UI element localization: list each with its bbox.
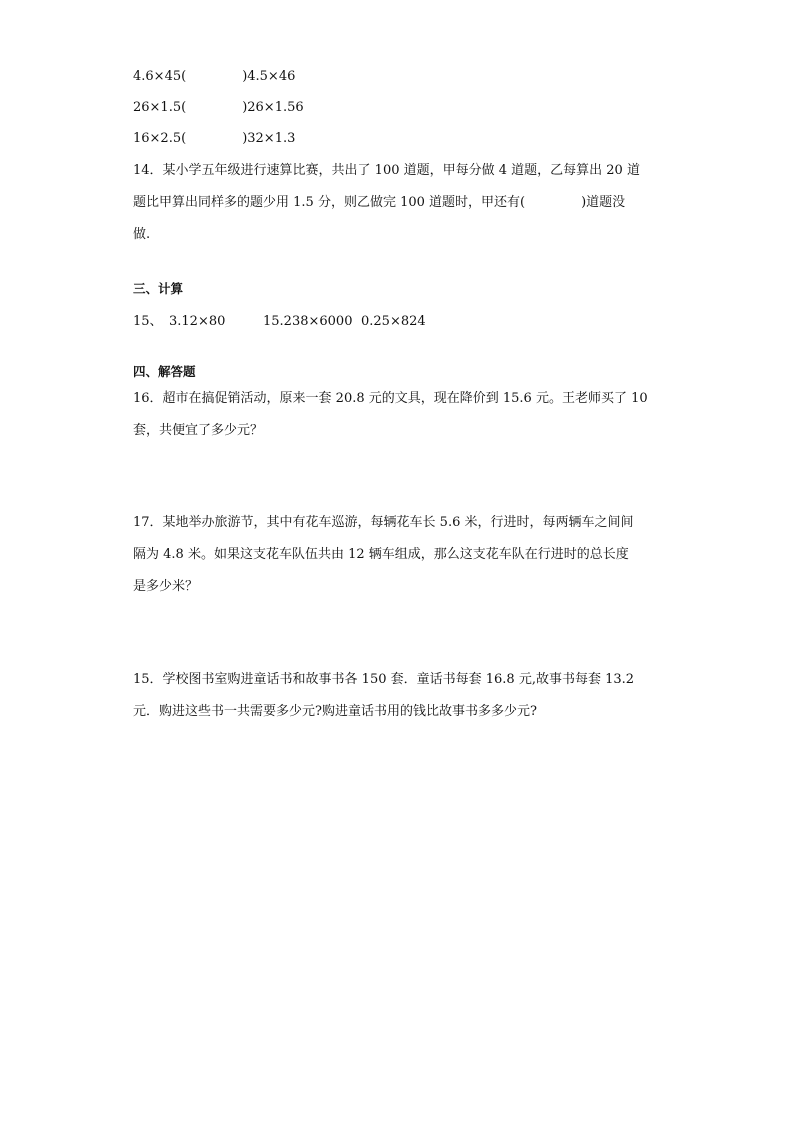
question-17-line-1: 17．某地举办旅游节，其中有花车巡游，每辆花车长 5.6 米，行进时，每两辆车之间间 (133, 515, 634, 530)
question-15-number: 15、 (133, 314, 163, 329)
question-17-line-2: 隔为 4.8 米。如果这支花车队伍共由 12 辆车组成，那么这支花车队在行进时的总长度 (133, 547, 629, 562)
comparison-row-3 (133, 132, 295, 145)
comparison-left: 26×1.5( (133, 100, 187, 115)
section-3-title: 三、计算 (133, 281, 184, 296)
question-16-line-2: 套，共便宜了多少元？ (133, 423, 264, 438)
question-14-text-a: 题比甲算出同样多的题少用 1.5 分，则乙做完 100 道题时，甲还有( (133, 195, 526, 210)
calc-item-2: 15.238×6000 (263, 314, 353, 329)
comparison-right: )26×1.56 (242, 100, 304, 115)
comparison-right: )32×1.3 (242, 131, 296, 146)
calc-item-1: 3.12×80 (169, 314, 226, 329)
question-14-text-b: )道题没 (581, 195, 626, 210)
calc-item-3: 0.25×824 (361, 314, 426, 329)
question-14-line-3: 做. (133, 227, 151, 242)
question-16-line-1: 16．超市在搞促销活动，原来一套 20.8 元的文具，现在降价到 15.6 元。王老师买了 10 (133, 391, 648, 406)
section-4-title: 四、解答题 (133, 364, 196, 379)
question-17-line-3: 是多少米？ (133, 579, 199, 594)
comparison-row-2 (133, 101, 304, 114)
calculation-row (133, 315, 426, 328)
question-15b-line-1: 15．学校图书室购进童话书和故事书各 150 套．童话书每套 16.8 元,故事书每套 13.2 (133, 672, 635, 687)
question-15b-line-2: 元．购进这些书一共需要多少元?购进童话书用的钱比故事书多多少元? (133, 704, 537, 719)
comparison-row-1 (133, 70, 295, 83)
comparison-right: )4.5×46 (242, 69, 296, 84)
question-14-line-2 (133, 196, 625, 209)
comparison-left: 16×2.5( (133, 131, 187, 146)
comparison-left: 4.6×45( (133, 69, 187, 84)
question-14-line-1: 14．某小学五年级进行速算比赛，共出了 100 道题，甲每分做 4 道题，乙每算出 20 道 (133, 163, 640, 178)
